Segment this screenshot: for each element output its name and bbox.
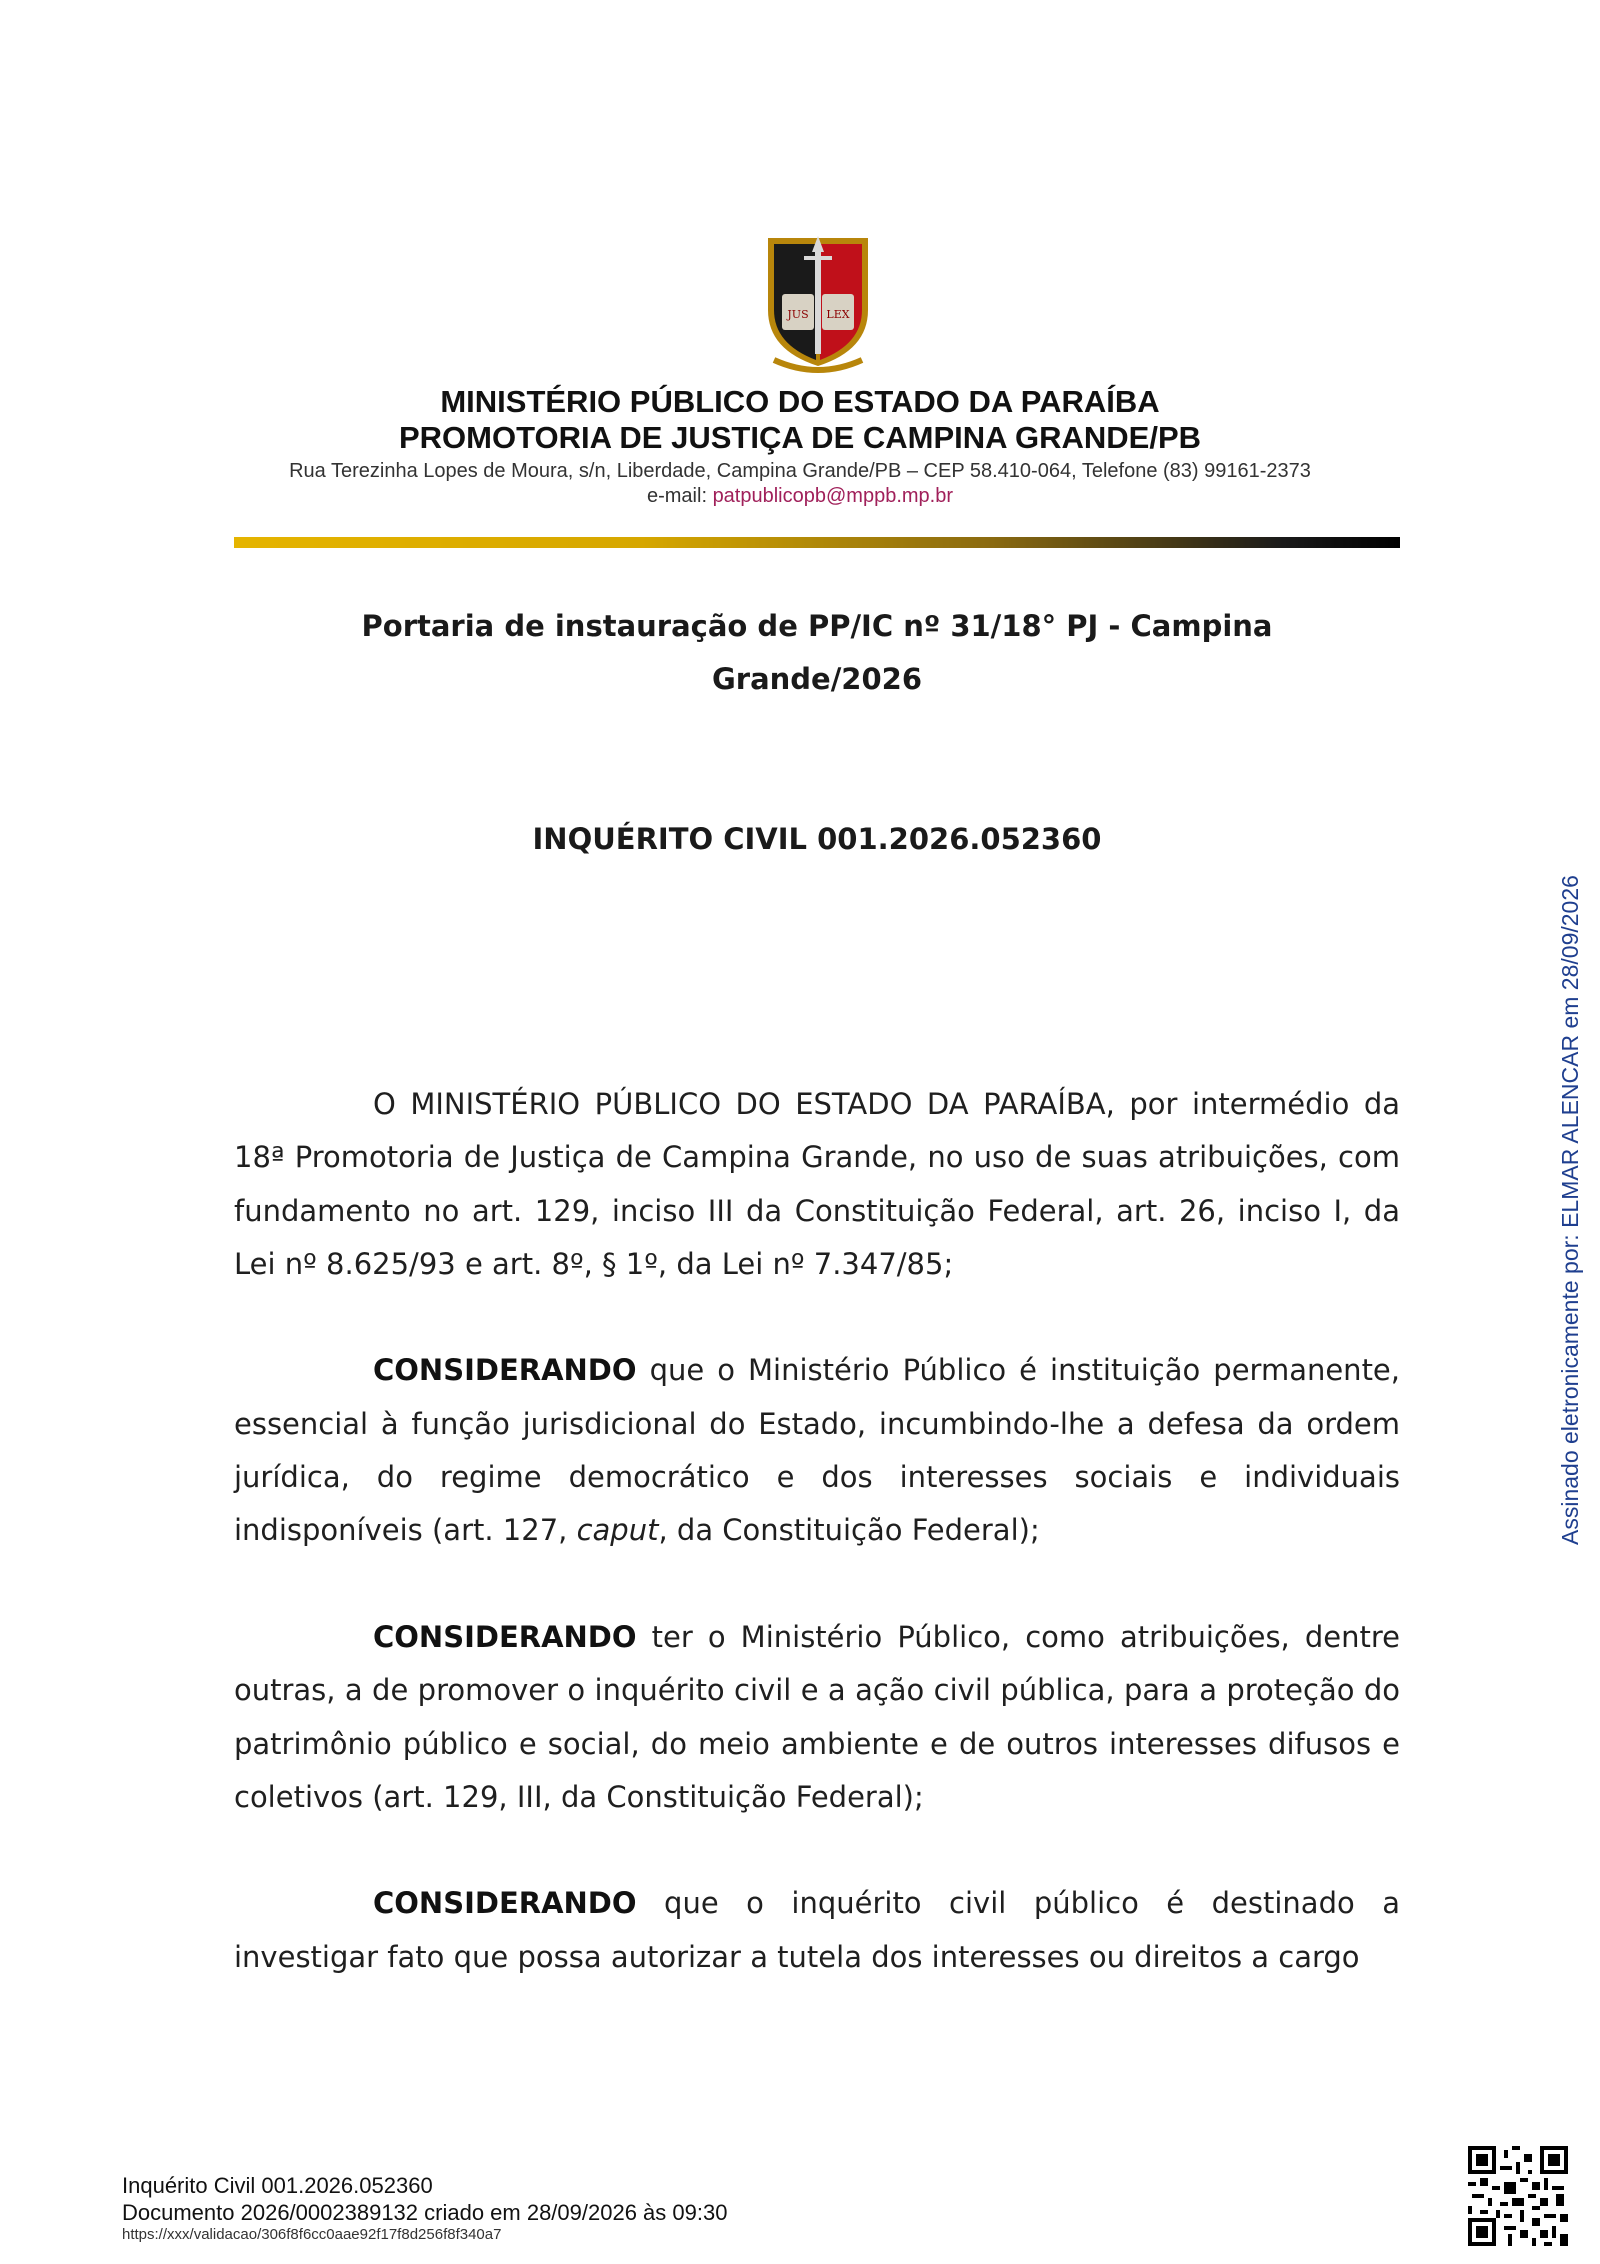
header-institution-name: MINISTÉRIO PÚBLICO DO ESTADO DA PARAÍBA xyxy=(440,384,1160,419)
paragraph-considerando-1 xyxy=(234,1344,1400,1557)
paragraph-italic: caput xyxy=(576,1513,659,1548)
paragraph-text: que o Ministério Público é instituição permanente, essencial à função jurisdicional do Estado, incumbindo-lhe a defesa da ordem jurídica, do regime democrático e dos interesses sociais e individuais indisponíveis (art. 127, xyxy=(234,1353,1400,1548)
qr-code-icon[interactable] xyxy=(1468,2146,1568,2246)
mppb-crest-logo xyxy=(760,232,876,380)
footer-document-ref: Documento 2026/0002389132 criado em 28/09/2026 às 09:30 xyxy=(122,2200,728,2225)
paragraph-text: ter o Ministério Público, como atribuições, dentre outras, a de promover o inquérito civil e a ação civil pública, para a proteção do patrimônio público e social, do meio ambiente e de outros interesses difusos e coletivos (art. 129, III, da Constituição Federal); xyxy=(234,1619,1400,1814)
document-title xyxy=(234,600,1400,706)
paragraph-text: que o inquérito civil público é destinado a investigar fato que possa autorizar a tutela dos interesses ou direitos a cargo xyxy=(234,1886,1400,1974)
document-footer xyxy=(122,2172,727,2244)
paragraph-text-end: , da Constituição Federal); xyxy=(658,1513,1040,1548)
paragraph-preamble: O MINISTÉRIO PÚBLICO DO ESTADO DA PARAÍBA, por intermédio da 18ª Promotoria de Justiça de Campina Grande, no uso de suas atribuições, com fundamento no art. 129, inciso III da Constituição Federal, art. 26, inciso I, da Lei nº 8.625/93 e art. 8º, § 1º, da Lei nº 7.347/85; xyxy=(234,1087,1400,1281)
footer-validation-url[interactable]: https://xxx/validacao/306f8f6cc0aae92f17f8d256f8f340a7 xyxy=(122,2226,502,2243)
document-title-line2: Grande/2026 xyxy=(711,662,923,696)
email-link[interactable]: patpublicopb@mppb.mp.br xyxy=(712,485,954,507)
header-promotoria-name: PROMOTORIA DE JUSTIÇA DE CAMPINA GRANDE/PB xyxy=(398,420,1202,455)
considerando-label: CONSIDERANDO xyxy=(373,1886,637,1921)
email-label: e-mail: xyxy=(646,485,713,507)
paragraph-considerando-3 xyxy=(234,1877,1400,1984)
header-address: Rua Terezinha Lopes de Moura, s/n, Liberdade, Campina Grande/PB – CEP 58.410-064, Telefone (83) 99161-2373 xyxy=(289,460,1311,482)
svg-text:JUS: JUS xyxy=(787,308,809,321)
document-title-line1: Portaria de instauração de PP/IC nº 31/18° PJ - Campina xyxy=(361,609,1273,643)
header-divider-bar xyxy=(234,537,1400,548)
footer-inquiry-ref: Inquérito Civil 001.2026.052360 xyxy=(122,2173,433,2198)
header-email-line xyxy=(0,485,1600,508)
svg-text:LEX: LEX xyxy=(826,308,850,321)
electronic-signature-stamp: Assinado eletronicamente por: ELMAR ALENCAR em 28/09/2026 xyxy=(1557,875,1583,1545)
inquiry-title: INQUÉRITO CIVIL 001.2026.052360 xyxy=(532,822,1102,856)
paragraph-considerando-2 xyxy=(234,1611,1400,1824)
considerando-label: CONSIDERANDO xyxy=(373,1353,637,1388)
document-body xyxy=(234,1078,1400,2037)
considerando-label: CONSIDERANDO xyxy=(373,1619,637,1654)
